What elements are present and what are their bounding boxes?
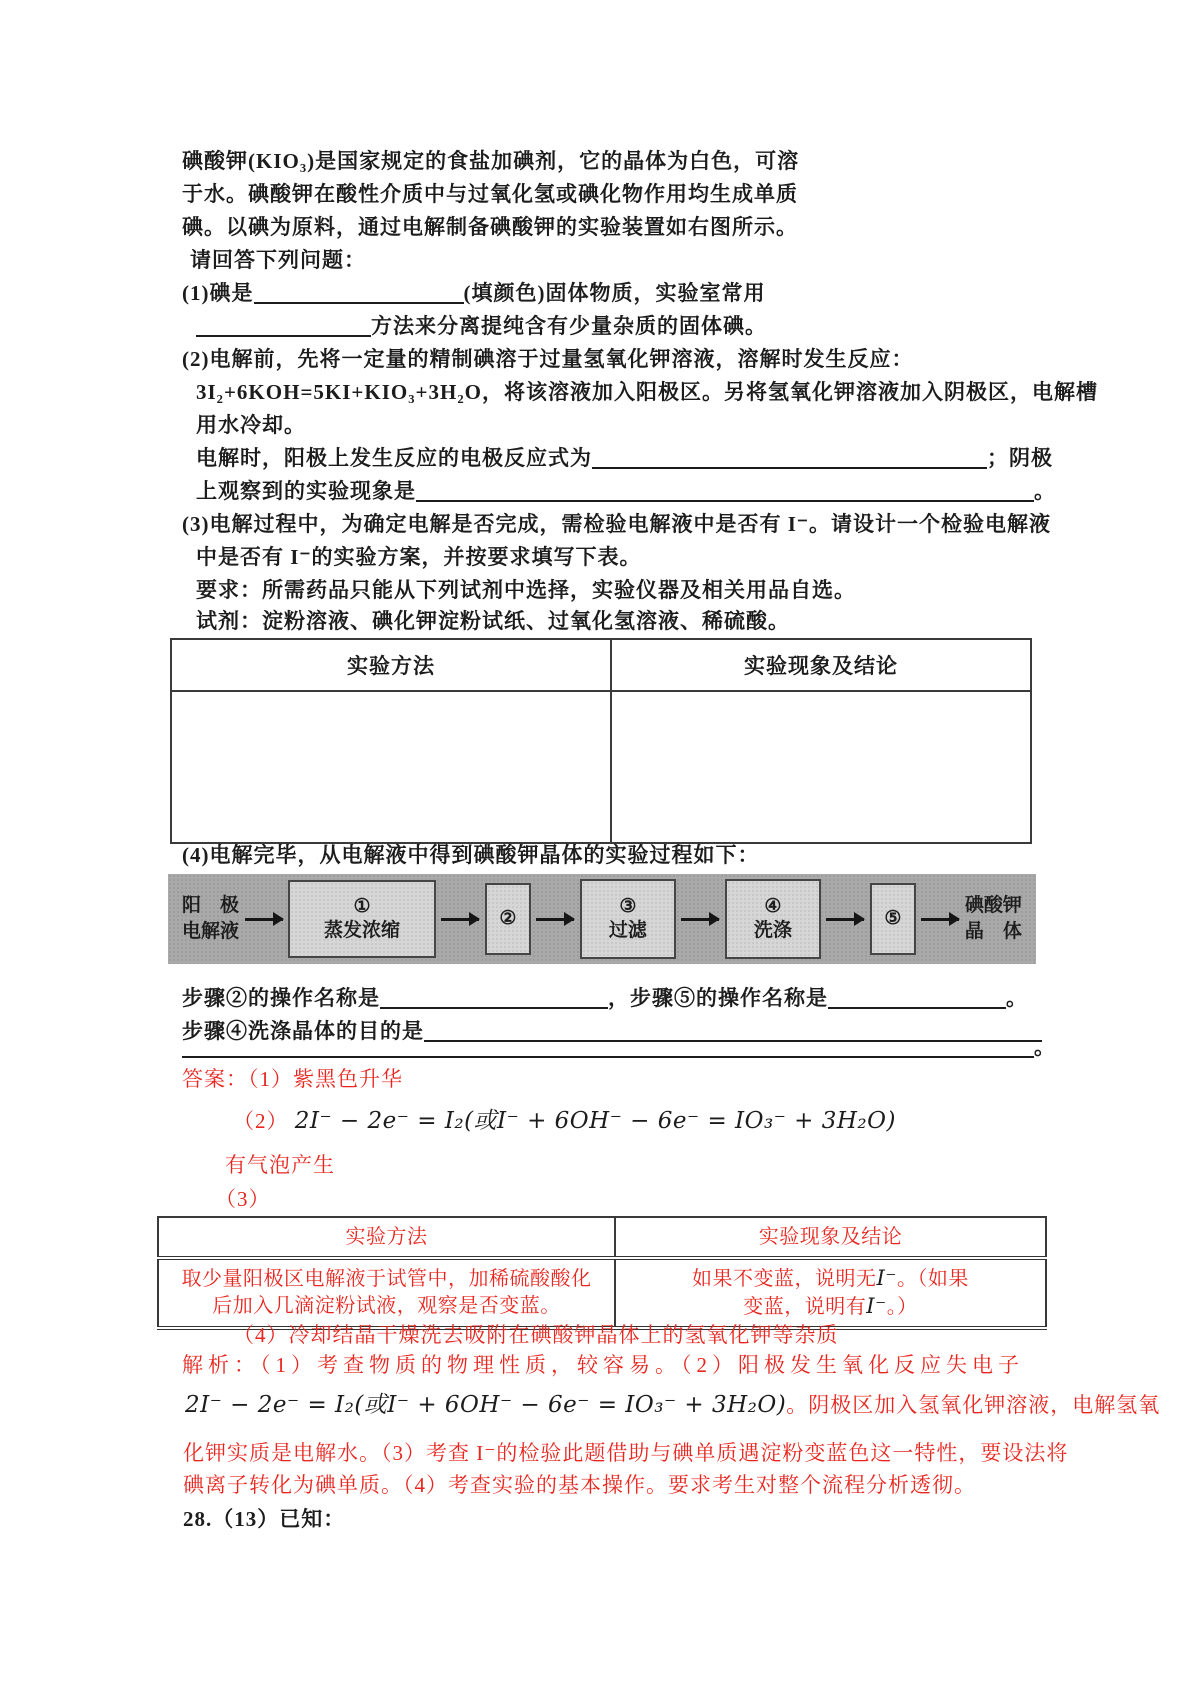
experiment-table-header-row (171, 639, 1031, 691)
answer-table-cell-result (615, 1258, 1046, 1328)
flow-source-line-1: 阳 极 (182, 895, 240, 916)
flow-step-3-label: 过滤 (608, 920, 647, 941)
flow-step-3-box (580, 879, 676, 959)
question-2-equation-line (196, 379, 1098, 406)
q2-text-1: (2)电解前，先将一定量的精制碘溶于过量氢氧化钾溶液，溶解时发生反应： (182, 347, 914, 371)
q5-text-3b: 。 (1034, 1035, 1056, 1059)
flow-arrow-icon (245, 918, 283, 921)
answer-table-header-row (158, 1217, 1046, 1258)
flow-source-label (182, 893, 239, 945)
experiment-table-header-method: 实验方法 (171, 639, 611, 691)
intro-text-4: 请回答下列问题： (190, 248, 366, 272)
experiment-table-cell-result-empty (611, 691, 1031, 843)
flow-source-line-2: 电解液 (182, 921, 240, 942)
question-3-line-1 (182, 511, 1051, 538)
q1-text-c: 方法来分离提纯含有少量杂质的固体碘。 (371, 314, 767, 338)
question-2-line-5 (196, 478, 1056, 505)
answer-3-number-line (215, 1186, 271, 1213)
q1-text-b: (填颜色)固体物质，实验室常用 (463, 281, 766, 305)
blank-line (254, 281, 464, 304)
q5-text-1a: 步骤②的操作名称是 (182, 986, 380, 1010)
blank-line (416, 479, 1034, 502)
answer-4-text: （4）冷却结晶干燥洗去吸附在碘酸钾晶体上的氢氧化钾等杂质 (233, 1323, 839, 1347)
q2-text-5b: 。 (1034, 479, 1056, 503)
flow-step-5-number: ⑤ (884, 908, 902, 929)
answer-2-number: （2） (233, 1109, 289, 1133)
flow-arrow-icon (681, 918, 719, 921)
analysis-line-1 (182, 1352, 1024, 1379)
question-3-requirements (196, 577, 856, 604)
answer-2b-text: 有气泡产生 (225, 1153, 335, 1177)
experiment-table-body-row (171, 691, 1031, 843)
answer-method-text: 取少量阳极区电解液于试管中，加稀硫酸酸化后加入几滴淀粉试液，观察是否变蓝。 (181, 1268, 592, 1317)
flow-step-4-number: ④ (764, 896, 782, 917)
intro-text-1: 碘酸钾(KIO₃)是国家规定的食盐加碘剂，它的晶体为白色，可溶 (182, 149, 800, 173)
answer-table (157, 1216, 1047, 1330)
question-1-line-1 (182, 280, 766, 307)
answer-2b-line (225, 1152, 335, 1179)
question-3-line-2 (196, 544, 642, 571)
analysis-text-2b: 。阴极区加入氢氧化钾溶液，电解氢氧 (786, 1393, 1161, 1417)
analysis-equation: 2I⁻ − 2e⁻ = I₂(或I⁻ + 6OH⁻ − 6e⁻ = IO₃⁻ + 3H₂O) (185, 1392, 787, 1418)
flow-step-2-number: ② (499, 908, 517, 929)
answer-2-equation: 2I⁻ − 2e⁻ = I₂(或I⁻ + 6OH⁻ − 6e⁻ = IO₃⁻ + 3H₂O) (294, 1108, 896, 1134)
experiment-table (170, 638, 1032, 844)
flow-product-label (965, 893, 1022, 945)
q2-text-4b: ；阴极 (987, 446, 1053, 470)
answer-table-body-row (158, 1258, 1046, 1328)
answer-result-line-2 (617, 1293, 1044, 1321)
answer-result-2-iodide: I⁻ (866, 1294, 887, 1318)
intro-line-4 (190, 247, 366, 274)
q5-text-1c: 。 (1006, 986, 1028, 1010)
answer-table-header-method: 实验方法 (158, 1217, 615, 1258)
question-5-line-1 (182, 985, 1028, 1012)
flow-step-5-box (870, 883, 916, 955)
intro-line-2 (182, 181, 798, 208)
q5-text-2a: 步骤④洗涤晶体的目的是 (182, 1019, 424, 1043)
question-5-line-3 (182, 1034, 1056, 1061)
answer-1-line (182, 1066, 403, 1093)
flow-product-line-2: 晶 体 (964, 921, 1022, 942)
question-2-line-3 (196, 412, 306, 439)
analysis-line-2 (185, 1392, 1160, 1419)
flow-arrow-icon (536, 918, 574, 921)
flow-arrow-icon (441, 918, 479, 921)
intro-line-1 (182, 148, 799, 175)
q3-text-1: (3)电解过程中，为确定电解是否完成，需检验电解液中是否有 I⁻。请设计一个检验电解液 (182, 512, 1051, 536)
analysis-line-4 (183, 1472, 976, 1499)
flow-step-4-label: 洗涤 (753, 920, 792, 941)
intro-text-3: 碘。以碘为原料，通过电解制备碘酸钾的实验装置如右图所示。 (182, 215, 798, 239)
blank-line (592, 446, 987, 469)
answer-table-header-result: 实验现象及结论 (615, 1217, 1046, 1258)
answer-result-1a: 如果不变蓝，说明无 (692, 1268, 877, 1290)
intro-line-3 (182, 214, 798, 241)
flow-step-4-box (725, 879, 821, 959)
q1-text-a: (1)碘是 (182, 281, 254, 305)
q3-text-2: 中是否有 I⁻的实验方案，并按要求填写下表。 (196, 545, 642, 569)
next-question-line (183, 1506, 345, 1533)
next-question-text: 28.（13）已知： (183, 1507, 346, 1531)
answer-result-2a: 变蓝，说明有 (743, 1296, 867, 1318)
flow-step-3-number: ③ (619, 896, 637, 917)
q3-text-3: 要求：所需药品只能从下列试剂中选择，实验仪器及相关用品自选。 (196, 578, 856, 602)
answer-result-line-1 (617, 1265, 1044, 1293)
q2-text-5a: 上观察到的实验现象是 (196, 479, 416, 503)
experiment-table-cell-method-empty (171, 691, 611, 843)
question-1-line-2 (196, 313, 767, 340)
flow-step-1-number: ① (353, 896, 371, 917)
question-2-line-4 (196, 445, 1053, 472)
process-flowchart (168, 874, 1036, 964)
analysis-text-4: 碘离子转化为碘单质。（4）考查实验的基本操作。要求考生对整个流程分析透彻。 (183, 1473, 976, 1497)
question-2-line-1 (182, 346, 913, 373)
q2-text-3: 用水冷却。 (196, 413, 306, 437)
intro-text-2: 于水。碘酸钾在酸性介质中与过氧化氢或碘化物作用均生成单质 (182, 182, 798, 206)
blank-line (380, 986, 608, 1009)
blank-line (182, 1035, 1034, 1058)
answer-3-number: （3） (215, 1187, 271, 1211)
answer-1-text: 答案：（1）紫黑色升华 (182, 1067, 403, 1091)
q3-text-4: 试剂：淀粉溶液、碘化钾淀粉试纸、过氧化氢溶液、稀硫酸。 (196, 609, 790, 633)
question-4-line (182, 842, 759, 869)
q2-text-2: 3I₂+6KOH=5KI+KIO₃+3H₂O，将该溶液加入阳极区。另将氢氧化钾溶液加入阴极区，电解槽 (196, 380, 1098, 404)
answer-2-line (233, 1108, 896, 1135)
flow-step-2-box (485, 883, 531, 955)
answer-result-1-iodide: I⁻ (876, 1266, 897, 1290)
analysis-line-3 (183, 1440, 1068, 1467)
flow-step-1-box (288, 880, 436, 958)
analysis-text-1: 解析：（1）考查物质的物理性质，较容易。（2）阳极发生氧化反应失电子 (182, 1353, 1024, 1377)
answer-4-line (233, 1322, 839, 1349)
analysis-text-3: 化钾实质是电解水。（3）考查 I⁻的检验此题借助与碘单质遇淀粉变蓝色这一特性，要设法将 (183, 1441, 1069, 1465)
blank-line (828, 986, 1006, 1009)
flow-arrow-icon (826, 918, 864, 921)
q5-text-1b: ，步骤⑤的操作名称是 (608, 986, 828, 1010)
q4-text: (4)电解完毕，从电解液中得到碘酸钾晶体的实验过程如下： (182, 843, 760, 867)
answer-table-cell-method (158, 1258, 615, 1328)
q2-text-4a: 电解时，阳极上发生反应的电极反应式为 (196, 446, 592, 470)
experiment-table-header-result: 实验现象及结论 (611, 639, 1031, 691)
answer-result-2b: 。） (886, 1296, 918, 1318)
flow-product-line-1: 碘酸钾 (964, 895, 1022, 916)
flow-step-1-label: 蒸发浓缩 (323, 920, 400, 941)
flow-arrow-icon (921, 918, 959, 921)
answer-result-1b: 。（如果 (896, 1268, 969, 1290)
blank-line (196, 314, 371, 337)
question-3-reagents (196, 608, 790, 635)
